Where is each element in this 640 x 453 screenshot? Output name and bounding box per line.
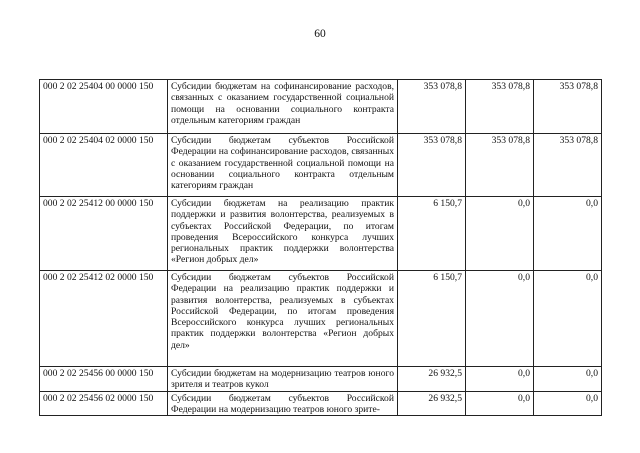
income-name-cell: Субсидии бюджетам субъектов Российской Федерации на реализацию практик поддержки и развития волонтерства, реализуемых в субъектах Российской Федерации, по итогам проведения Всероссийского конкурса лучших региональных практик поддержки волонтерства «Регион добрых дел»	[168, 271, 398, 367]
budget-code-cell: 000 2 02 25412 00 0000 150	[40, 197, 168, 271]
amount-year3-cell: 0,0	[534, 271, 602, 367]
budget-code-cell: 000 2 02 25412 02 0000 150	[40, 271, 168, 367]
amount-year1-cell: 26 932,5	[398, 367, 466, 392]
amount-year3-cell: 0,0	[534, 197, 602, 271]
income-name-cell: Субсидии бюджетам субъектов Российской Федерации на софинансирование расходов, связанных с оказанием государственной социальной помощи на основании социального контракта отдельным категориям граждан	[168, 134, 398, 197]
budget-code-cell: 000 2 02 25404 00 0000 150	[40, 80, 168, 134]
amount-year3-cell: 353 078,8	[534, 134, 602, 197]
amount-year2-cell: 0,0	[466, 367, 534, 392]
table-row	[40, 80, 602, 134]
page-number: 60	[314, 28, 326, 40]
income-name-cell: Субсидии бюджетам на софинансирование расходов, связанных с оказанием государственной социальной помощи на основании социального контракта отдельным категориям граждан	[168, 80, 398, 134]
table-row	[40, 134, 602, 197]
amount-year1-cell: 26 932,5	[398, 391, 466, 416]
amount-year3-cell: 0,0	[534, 367, 602, 392]
income-name-cell: Субсидии бюджетам на реализацию практик поддержки и развития волонтерства, реализуемых в субъектах Российской Федерации, по итогам проведения Всероссийского конкурса лучших региональных практик поддержки волонтерства «Регион добрых дел»	[168, 197, 398, 271]
amount-year1-cell: 6 150,7	[398, 197, 466, 271]
table-row	[40, 391, 602, 416]
amount-year2-cell: 353 078,8	[466, 134, 534, 197]
table-row	[40, 197, 602, 271]
amount-year2-cell: 0,0	[466, 197, 534, 271]
budget-code-cell: 000 2 02 25456 00 0000 150	[40, 367, 168, 392]
budget-code-cell: 000 2 02 25456 02 0000 150	[40, 391, 168, 416]
budget-code-cell: 000 2 02 25404 02 0000 150	[40, 134, 168, 197]
amount-year3-cell: 353 078,8	[534, 80, 602, 134]
income-name-cell: Субсидии бюджетам на модернизацию театров юного зрителя и театров кукол	[168, 367, 398, 392]
table-row	[40, 367, 602, 392]
amount-year1-cell: 353 078,8	[398, 134, 466, 197]
amount-year1-cell: 6 150,7	[398, 271, 466, 367]
amount-year3-cell: 0,0	[534, 391, 602, 416]
income-name-cell: Субсидии бюджетам субъектов Российской Федерации на модернизацию театров юного зрите-	[168, 391, 398, 416]
table-row	[40, 271, 602, 367]
amount-year1-cell: 353 078,8	[398, 80, 466, 134]
amount-year2-cell: 353 078,8	[466, 80, 534, 134]
amount-year2-cell: 0,0	[466, 391, 534, 416]
amount-year2-cell: 0,0	[466, 271, 534, 367]
budget-table	[39, 79, 602, 416]
